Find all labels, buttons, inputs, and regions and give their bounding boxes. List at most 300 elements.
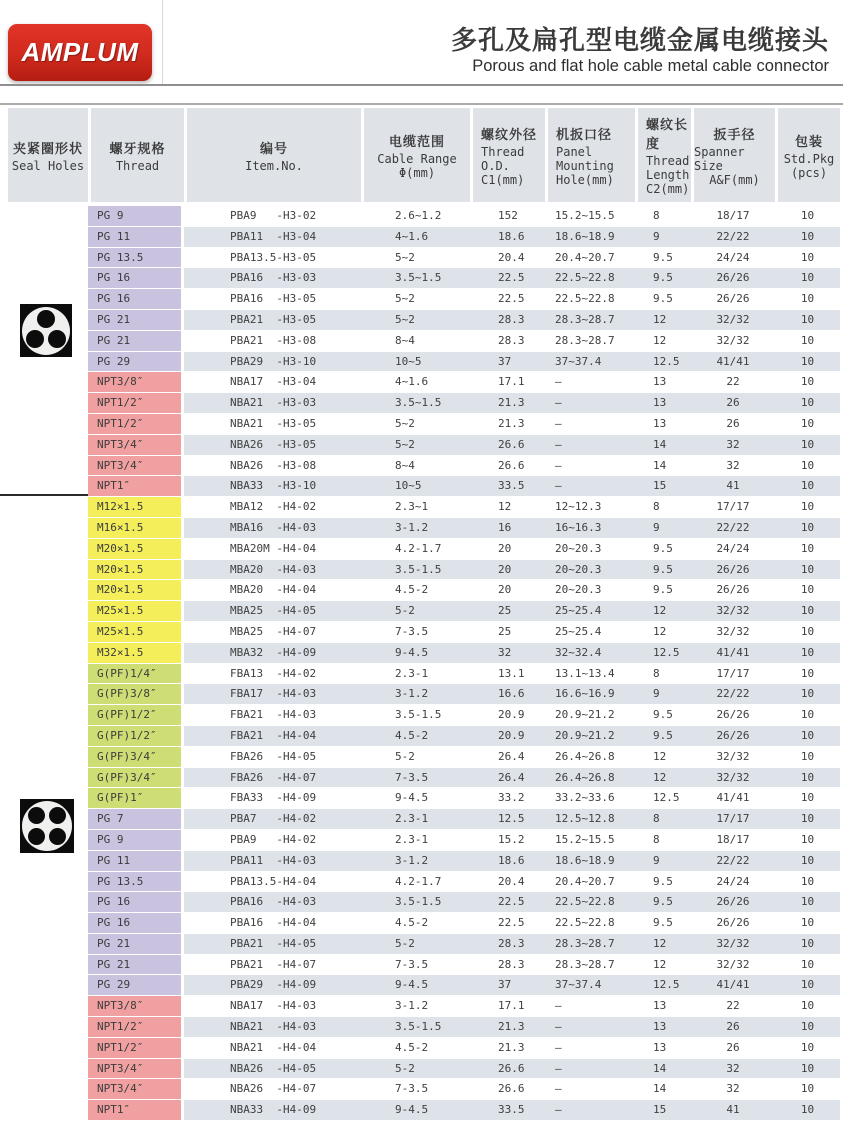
cell-panel-hole: 28.3~28.7	[555, 936, 615, 950]
seal-holes-cell	[8, 955, 88, 975]
cell-std-pkg: 10	[800, 957, 815, 971]
table-row	[8, 268, 840, 289]
cell-spanner-size: 22/22	[716, 229, 750, 243]
cell-item-no: FBA26 -H4-05	[230, 749, 317, 763]
cell-spanner-size: 26/26	[716, 562, 750, 576]
cell-item-no: FBA21 -H4-04	[230, 728, 317, 742]
cell-item-no: MBA20M -H4-04	[230, 541, 317, 555]
cell-thread-length: 9	[653, 229, 660, 243]
table-row	[8, 560, 840, 581]
row-data	[184, 830, 840, 850]
cell-cable-range: 4.5-2	[395, 1040, 429, 1054]
column-header-zh: 螺纹长度	[646, 117, 689, 151]
cell-std-pkg: 10	[800, 437, 815, 451]
cell-item-no: PBA29 -H4-09	[230, 978, 317, 992]
cell-panel-hole: 37~37.4	[555, 978, 602, 992]
cell-spanner-size: 41/41	[716, 791, 750, 805]
column-header-3	[361, 108, 470, 202]
thread-label: NPT3/8″	[88, 996, 184, 1016]
cell-thread-length: 12.5	[653, 978, 680, 992]
cell-thread-length: 12	[653, 770, 667, 784]
cell-thread-length: 9.5	[653, 250, 673, 264]
row-data	[184, 372, 840, 392]
cell-thread-length: 12	[653, 957, 667, 971]
cell-cable-range: 5-2	[395, 936, 415, 950]
thread-label: PG 13.5	[88, 248, 184, 268]
cell-spanner-size: 41	[726, 1103, 740, 1117]
row-data	[184, 1038, 840, 1058]
table-row	[8, 768, 840, 789]
cell-cable-range: 7-3.5	[395, 770, 429, 784]
cell-cable-range: 10~5	[395, 354, 422, 368]
seal-holes-cell	[8, 913, 88, 933]
thread-label: PG 29	[88, 975, 184, 995]
cell-thread-od: 22.5	[498, 292, 525, 306]
row-data	[184, 456, 840, 476]
seal-holes-cell	[8, 872, 88, 892]
cell-cable-range: 4.2-1.7	[395, 541, 442, 555]
cell-cable-range: 3-1.2	[395, 853, 429, 867]
cell-cable-range: 3.5~1.5	[395, 271, 442, 285]
cell-std-pkg: 10	[800, 978, 815, 992]
table-row	[8, 352, 840, 373]
cell-std-pkg: 10	[800, 500, 815, 514]
seal-holes-cell	[8, 892, 88, 912]
cell-thread-length: 13	[653, 1040, 667, 1054]
cell-std-pkg: 10	[800, 583, 815, 597]
row-data	[184, 934, 840, 954]
row-data	[184, 539, 840, 559]
cell-item-no: MBA32 -H4-09	[230, 645, 317, 659]
cell-spanner-size: 41	[726, 479, 740, 493]
cell-item-no: PBA9 -H3-02	[230, 209, 317, 222]
table-row	[8, 539, 840, 560]
table-row	[8, 1079, 840, 1100]
cell-item-no: PBA21 -H3-05	[230, 312, 317, 326]
cell-cable-range: 5~2	[395, 416, 415, 430]
row-data	[184, 268, 840, 288]
table-row	[8, 643, 840, 664]
cell-spanner-size: 24/24	[716, 250, 750, 264]
table-row	[8, 248, 840, 269]
cell-thread-length: 12	[653, 312, 667, 326]
cell-panel-hole: –	[555, 999, 562, 1013]
column-header-zh: 包装	[794, 133, 823, 149]
thread-label: PG 16	[88, 289, 184, 309]
table-row	[8, 289, 840, 310]
cell-thread-length: 9	[653, 687, 660, 701]
cell-thread-od: 13.1	[498, 666, 525, 680]
cell-spanner-size: 26	[726, 1040, 740, 1054]
cell-spanner-size: 32	[726, 437, 740, 451]
table-row	[8, 872, 840, 893]
row-data	[184, 476, 840, 496]
seal-holes-cell	[8, 601, 88, 621]
cell-spanner-size: 26/26	[716, 916, 750, 930]
cell-cable-range: 3-1.2	[395, 999, 429, 1013]
cell-panel-hole: –	[555, 1020, 562, 1034]
cell-spanner-size: 32	[726, 458, 740, 472]
cell-spanner-size: 26	[726, 1020, 740, 1034]
cell-item-no: NBA21 -H4-04	[230, 1040, 317, 1054]
cell-thread-od: 25	[498, 624, 512, 638]
cell-spanner-size: 22/22	[716, 520, 750, 534]
cell-item-no: PBA21 -H3-08	[230, 333, 317, 347]
cell-std-pkg: 10	[800, 354, 815, 368]
cell-thread-od: 26.6	[498, 1061, 525, 1075]
cell-panel-hole: 20.9~21.2	[555, 708, 615, 722]
cell-std-pkg: 10	[800, 1082, 815, 1096]
seal-hole	[49, 807, 66, 824]
seal-holes-cell	[8, 684, 88, 704]
row-data	[184, 497, 840, 517]
four-hole-seal-icon	[20, 799, 74, 853]
column-header-en: C1(mm)	[481, 172, 525, 187]
seal-disc	[22, 307, 70, 355]
cell-cable-range: 4~1.6	[395, 375, 429, 389]
cell-panel-hole: 28.3~28.7	[555, 312, 615, 326]
cell-item-no: PBA16 -H3-05	[230, 292, 317, 306]
row-data	[184, 851, 840, 871]
seal-holes-cell	[8, 435, 88, 455]
column-header-en: Item.No.	[245, 158, 303, 173]
cell-spanner-size: 41/41	[716, 354, 750, 368]
thread-label: M25×1.5	[88, 601, 184, 621]
seal-holes-cell	[8, 1059, 88, 1079]
cell-thread-od: 20.9	[498, 708, 525, 722]
row-data	[184, 435, 840, 455]
seal-hole	[37, 310, 55, 328]
cell-panel-hole: 37~37.4	[555, 354, 602, 368]
cell-std-pkg: 10	[800, 645, 815, 659]
cell-spanner-size: 41/41	[716, 978, 750, 992]
cell-thread-od: 26.4	[498, 749, 525, 763]
cell-std-pkg: 10	[800, 1061, 815, 1075]
cell-thread-od: 21.3	[498, 1040, 525, 1054]
cell-cable-range: 2.3-1	[395, 832, 429, 846]
cell-thread-length: 12.5	[653, 791, 680, 805]
cell-std-pkg: 10	[800, 1103, 815, 1117]
cell-cable-range: 4.5-2	[395, 916, 429, 930]
cell-spanner-size: 24/24	[716, 541, 750, 555]
cell-item-no: PBA16 -H4-03	[230, 895, 317, 909]
cell-panel-hole: 25~25.4	[555, 604, 602, 618]
column-header-zh: 螺纹外径	[481, 126, 538, 142]
cell-spanner-size: 32/32	[716, 749, 750, 763]
column-header-en: Thread	[481, 144, 525, 159]
seal-holes-cell	[8, 622, 88, 642]
table-row	[8, 705, 840, 726]
row-data	[184, 872, 840, 892]
cell-panel-hole: 22.5~22.8	[555, 895, 615, 909]
column-header-2	[184, 108, 361, 202]
thread-label: NPT1/2″	[88, 1038, 184, 1058]
table-row	[8, 601, 840, 622]
thread-label: NPT1″	[88, 1100, 184, 1120]
cell-thread-od: 28.3	[498, 312, 525, 326]
cell-item-no: NBA26 -H3-08	[230, 458, 317, 472]
cell-std-pkg: 10	[800, 770, 815, 784]
cell-thread-od: 12	[498, 500, 512, 514]
cell-spanner-size: 17/17	[716, 500, 750, 514]
table-row	[8, 747, 840, 768]
table-row	[8, 830, 840, 851]
cell-panel-hole: –	[555, 1103, 562, 1117]
cell-thread-length: 9.5	[653, 916, 673, 930]
cell-cable-range: 2.6~1.2	[395, 209, 442, 222]
table-row	[8, 580, 840, 601]
table-row	[8, 892, 840, 913]
thread-label: M16×1.5	[88, 518, 184, 538]
page-title-en: Porous and flat hole cable metal cable connector	[472, 57, 829, 75]
cell-thread-length: 9.5	[653, 583, 673, 597]
table-row	[8, 1038, 840, 1059]
cell-std-pkg: 10	[800, 458, 815, 472]
header-rule	[0, 84, 843, 86]
cell-std-pkg: 10	[800, 271, 815, 285]
table-row	[8, 913, 840, 934]
cell-std-pkg: 10	[800, 333, 815, 347]
cell-panel-hole: 22.5~22.8	[555, 916, 615, 930]
logo-divider	[162, 0, 163, 84]
thread-label: NPT1/2″	[88, 1017, 184, 1037]
seal-holes-cell	[8, 393, 88, 413]
cell-cable-range: 5-2	[395, 1061, 415, 1075]
table-row	[8, 934, 840, 955]
cell-spanner-size: 18/17	[716, 209, 750, 222]
cell-cable-range: 3.5-1.5	[395, 562, 442, 576]
cell-panel-hole: –	[555, 416, 562, 430]
column-header-1	[88, 108, 184, 202]
row-data	[184, 955, 840, 975]
cell-std-pkg: 10	[800, 416, 815, 430]
cell-cable-range: 4~1.6	[395, 229, 429, 243]
cell-spanner-size: 17/17	[716, 812, 750, 826]
cell-thread-length: 13	[653, 375, 667, 389]
product-table	[8, 108, 840, 1121]
cell-thread-od: 25	[498, 604, 512, 618]
thread-label: NPT3/4″	[88, 456, 184, 476]
cell-thread-od: 26.6	[498, 437, 525, 451]
cell-item-no: FBA17 -H4-03	[230, 687, 317, 701]
cell-item-no: PBA16 -H3-03	[230, 271, 317, 285]
cell-thread-length: 9.5	[653, 271, 673, 285]
cell-thread-od: 33.2	[498, 791, 525, 805]
cell-thread-od: 16.6	[498, 687, 525, 701]
table-row	[8, 206, 840, 227]
column-header-en: C2(mm)	[646, 182, 690, 196]
row-data	[184, 975, 840, 995]
thread-label: PG 16	[88, 913, 184, 933]
cell-std-pkg: 10	[800, 624, 815, 638]
thread-label: NPT1/2″	[88, 393, 184, 413]
cell-item-no: NBA26 -H4-07	[230, 1082, 317, 1096]
table-row	[8, 331, 840, 352]
cell-thread-length: 14	[653, 437, 667, 451]
row-data	[184, 393, 840, 413]
seal-hole	[49, 828, 66, 845]
table-row	[8, 476, 840, 497]
cell-thread-od: 22.5	[498, 895, 525, 909]
seal-holes-cell	[8, 227, 88, 247]
cell-thread-od: 21.3	[498, 416, 525, 430]
cell-thread-length: 12	[653, 936, 667, 950]
cell-spanner-size: 32/32	[716, 312, 750, 326]
cell-panel-hole: –	[555, 437, 562, 451]
seal-holes-cell	[8, 747, 88, 767]
seal-holes-cell	[8, 580, 88, 600]
table-row	[8, 372, 840, 393]
thread-label: G(PF)3/4″	[88, 747, 184, 767]
cell-spanner-size: 32/32	[716, 770, 750, 784]
table-row	[8, 1017, 840, 1038]
cell-thread-length: 14	[653, 458, 667, 472]
thread-label: G(PF)1/2″	[88, 726, 184, 746]
cell-std-pkg: 10	[800, 708, 815, 722]
cell-item-no: FBA13 -H4-02	[230, 666, 317, 680]
seal-holes-cell	[8, 539, 88, 559]
cell-spanner-size: 18/17	[716, 832, 750, 846]
cell-thread-length: 12.5	[653, 354, 680, 368]
table-row	[8, 788, 840, 809]
cell-std-pkg: 10	[800, 812, 815, 826]
cell-panel-hole: 15.2~15.5	[555, 209, 615, 222]
row-data	[184, 892, 840, 912]
cell-panel-hole: 26.4~26.8	[555, 770, 615, 784]
three-hole-seal-icon	[20, 304, 72, 357]
cell-panel-hole: 28.3~28.7	[555, 333, 615, 347]
cell-item-no: MBA16 -H4-03	[230, 520, 317, 534]
cell-thread-od: 12.5	[498, 812, 525, 826]
table-row	[8, 809, 840, 830]
cell-std-pkg: 10	[800, 396, 815, 410]
column-header-en: (pcs)	[790, 165, 828, 180]
column-header-5	[545, 108, 635, 202]
cell-cable-range: 5-2	[395, 604, 415, 618]
cell-item-no: PBA11 -H4-03	[230, 853, 317, 867]
cell-thread-length: 9	[653, 520, 660, 534]
cell-spanner-size: 22	[726, 999, 740, 1013]
cell-thread-length: 14	[653, 1061, 667, 1075]
row-data	[184, 601, 840, 621]
seal-holes-cell	[8, 768, 88, 788]
cell-spanner-size: 26/26	[716, 292, 750, 306]
cell-panel-hole: 18.6~18.9	[555, 853, 615, 867]
cell-thread-length: 8	[653, 812, 660, 826]
cell-item-no: NBA26 -H4-05	[230, 1061, 317, 1075]
cell-thread-length: 9.5	[653, 708, 673, 722]
cell-cable-range: 2.3-1	[395, 666, 429, 680]
cell-thread-length: 9.5	[653, 292, 673, 306]
cell-cable-range: 7-3.5	[395, 1082, 429, 1096]
cell-item-no: MBA25 -H4-07	[230, 624, 317, 638]
column-header-8	[775, 108, 840, 202]
cell-std-pkg: 10	[800, 832, 815, 846]
column-header-7	[691, 108, 775, 202]
row-data	[184, 747, 840, 767]
cell-thread-od: 21.3	[498, 396, 525, 410]
cell-thread-length: 12	[653, 333, 667, 347]
table-row	[8, 975, 840, 996]
row-data	[184, 726, 840, 746]
row-data	[184, 684, 840, 704]
cell-thread-od: 20.9	[498, 728, 525, 742]
cell-item-no: PBA21 -H4-07	[230, 957, 317, 971]
cell-std-pkg: 10	[800, 791, 815, 805]
column-header-zh: 扳手径	[713, 126, 756, 142]
cell-spanner-size: 26/26	[716, 728, 750, 742]
cell-spanner-size: 32/32	[716, 333, 750, 347]
cell-thread-length: 13	[653, 999, 667, 1013]
cell-std-pkg: 10	[800, 312, 815, 326]
cell-spanner-size: 32/32	[716, 936, 750, 950]
seal-holes-cell	[8, 643, 88, 663]
cell-thread-od: 152	[498, 209, 518, 222]
table-row	[8, 996, 840, 1017]
table-top-rule	[0, 103, 843, 105]
seal-holes-cell	[8, 1100, 88, 1120]
seal-holes-cell	[8, 372, 88, 392]
cell-thread-length: 9.5	[653, 728, 673, 742]
cell-cable-range: 3.5-1.5	[395, 895, 442, 909]
table-row	[8, 435, 840, 456]
row-data	[184, 705, 840, 725]
cell-cable-range: 5~2	[395, 312, 415, 326]
cell-item-no: NBA21 -H3-05	[230, 416, 317, 430]
cell-item-no: PBA7 -H4-02	[230, 812, 317, 826]
cell-panel-hole: 28.3~28.7	[555, 957, 615, 971]
cell-panel-hole: 16.6~16.9	[555, 687, 615, 701]
thread-label: NPT3/4″	[88, 435, 184, 455]
row-data	[184, 248, 840, 268]
cell-cable-range: 5~2	[395, 292, 415, 306]
cell-thread-od: 21.3	[498, 1020, 525, 1034]
cell-item-no: MBA20 -H4-04	[230, 583, 317, 597]
cell-spanner-size: 32/32	[716, 624, 750, 638]
thread-label: PG 11	[88, 851, 184, 871]
cell-cable-range: 2.3-1	[395, 812, 429, 826]
row-data	[184, 643, 840, 663]
cell-thread-od: 26.6	[498, 458, 525, 472]
seal-holes-cell	[8, 206, 88, 226]
cell-std-pkg: 10	[800, 562, 815, 576]
cell-panel-hole: 16~16.3	[555, 520, 602, 534]
cell-spanner-size: 26/26	[716, 708, 750, 722]
cell-thread-od: 22.5	[498, 916, 525, 930]
row-data	[184, 913, 840, 933]
cell-std-pkg: 10	[800, 895, 815, 909]
cell-item-no: NBA33 -H4-09	[230, 1103, 317, 1117]
row-data	[184, 996, 840, 1016]
cell-std-pkg: 10	[800, 229, 815, 243]
column-header-zh: 螺牙规格	[109, 140, 166, 156]
seal-holes-cell	[8, 664, 88, 684]
table-header-row	[8, 108, 840, 202]
cell-panel-hole: 33.2~33.6	[555, 791, 615, 805]
cell-item-no: PBA16 -H4-04	[230, 916, 317, 930]
cell-std-pkg: 10	[800, 250, 815, 264]
cell-cable-range: 9-4.5	[395, 978, 429, 992]
table-body	[8, 206, 840, 1121]
cell-thread-length: 14	[653, 1082, 667, 1096]
cell-cable-range: 2.3~1	[395, 500, 429, 514]
table-row	[8, 955, 840, 976]
cell-thread-length: 9	[653, 853, 660, 867]
thread-label: PG 9	[88, 206, 184, 226]
thread-label: PG 13.5	[88, 872, 184, 892]
row-data	[184, 1017, 840, 1037]
cell-spanner-size: 26/26	[716, 583, 750, 597]
